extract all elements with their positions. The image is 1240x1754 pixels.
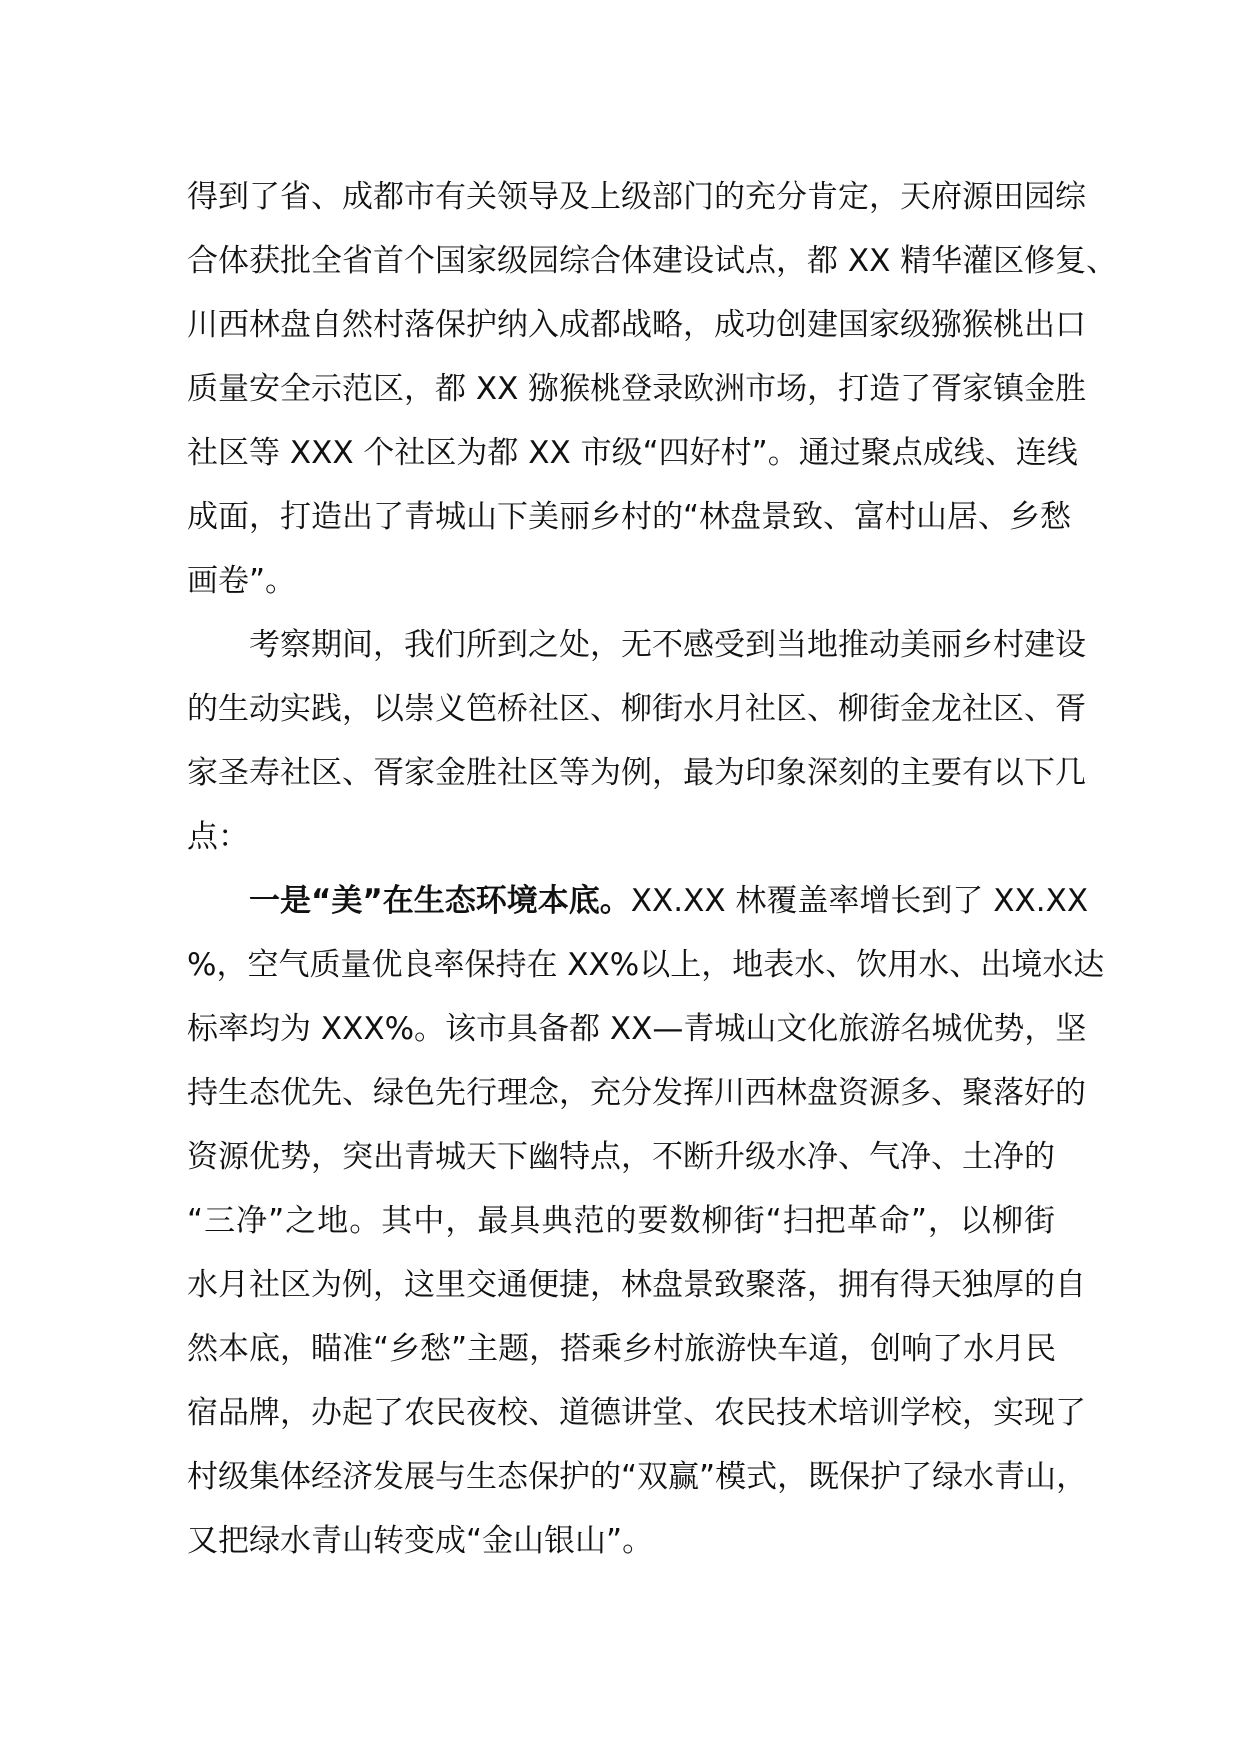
text-line: 的生动实践，以崇义笆桥社区、柳街水月社区、柳街金龙社区、胥 <box>187 691 1086 727</box>
text-line: %，空气质量优良率保持在 XX%以上，地表水、饮用水、出境水达 <box>187 947 1105 983</box>
text-line: 得到了省、成都市有关领导及上级部门的充分肯定，天府源田园综 <box>187 179 1086 215</box>
text-line: 考察期间，我们所到之处，无不感受到当地推动美丽乡村建设 <box>249 627 1086 663</box>
text-line <box>187 869 1089 933</box>
text-line: 村级集体经济发展与生态保护的“双赢”模式，既保护了绿水青山， <box>187 1459 1088 1495</box>
text-line: 点： <box>187 819 249 855</box>
text-line: “三净”之地。其中，最具典范的要数柳街“扫把革命”，以柳街 <box>187 1203 1055 1239</box>
text-line: 资源优势，突出青城天下幽特点，不断升级水净、气净、土净的 <box>187 1139 1055 1175</box>
text-line: 社区等 XXX 个社区为都 XX 市级“四好村”。通过聚点成线、连线 <box>187 435 1078 471</box>
paragraph-inspection <box>187 613 1086 869</box>
text-line: 又把绿水青山转变成“金山银山”。 <box>187 1523 654 1559</box>
paragraph-achievements <box>187 165 1118 613</box>
text-line: 水月社区为例，这里交通便捷，林盘景致聚落，拥有得天独厚的自 <box>187 1267 1086 1303</box>
section-heading: 一是“美”在生态环境本底。 <box>249 883 631 919</box>
paragraph-ecology <box>187 869 1105 1573</box>
text-line: 画卷”。 <box>187 563 297 599</box>
document-body <box>187 165 1118 1573</box>
heading-line-rest: XX.XX 林覆盖率增长到了 XX.XX <box>630 883 1089 919</box>
text-line: 成面，打造出了青城山下美丽乡村的“林盘景致、富村山居、乡愁 <box>187 499 1072 535</box>
text-line: 宿品牌，办起了农民夜校、道德讲堂、农民技术培训学校，实现了 <box>187 1395 1086 1431</box>
text-line: 然本底，瞄准“乡愁”主题，搭乘乡村旅游快车道，创响了水月民 <box>187 1331 1057 1367</box>
text-line: 合体获批全省首个国家级园综合体建设试点，都 XX 精华灌区修复、 <box>187 243 1118 279</box>
text-line: 质量安全示范区，都 XX 猕猴桃登录欧洲市场，打造了胥家镇金胜 <box>187 371 1087 407</box>
text-line: 家圣寿社区、胥家金胜社区等为例，最为印象深刻的主要有以下几 <box>187 755 1086 791</box>
text-line: 川西林盘自然村落保护纳入成都战略，成功创建国家级猕猴桃出口 <box>187 307 1086 343</box>
text-line: 持生态优先、绿色先行理念，充分发挥川西林盘资源多、聚落好的 <box>187 1075 1086 1111</box>
text-line: 标率均为 XXX%。该市具备都 XX—青城山文化旅游名城优势，坚 <box>187 1011 1087 1047</box>
